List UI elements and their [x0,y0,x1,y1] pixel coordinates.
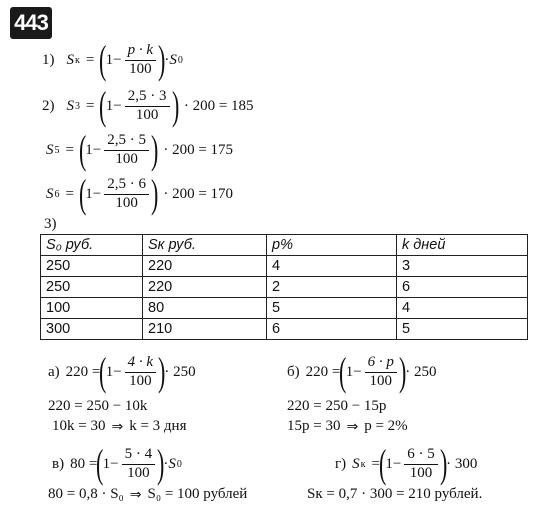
part2-eq-1: 2) S 3 = ( 1 − $\frac{2,5 \cdot 3}{100}$ ) · 200 = 185 [42,83,254,128]
eq-numerator: 2,5 · 5 [104,133,149,151]
solution-a-step2-left: 10k = 30 [52,418,106,434]
table-cell: 300 [41,319,143,340]
table-cell: 4 [267,256,397,277]
solution-a-tail: · 250 [164,363,196,380]
solution-v-denominator: 100 [127,464,150,481]
table-header-cell: k дней [397,235,528,256]
rparen: ) [158,37,166,82]
minus: − [113,97,122,114]
table-row [41,298,528,319]
lparen: ( [78,171,87,216]
eq-fraction [104,177,149,212]
part2-eq-2: S 5 = ( 1 − $\frac{2,5 \cdot 5}{100}$ ) · 200 = 175 [46,127,234,172]
lparen: ( [378,441,387,486]
solution-g-lhs-sub: к [360,458,366,470]
solution-v-tail-sub: 0 [176,458,182,470]
part1-fraction [125,43,156,78]
solution-a-step2-right: k = 3 дня [129,418,187,434]
eq-var: S [66,97,74,114]
part2-label: 2) [42,97,55,114]
eq-numerator: 2,5 · 3 [125,89,170,107]
solution-v-step1 [48,486,247,503]
table-cell: 5 [267,298,397,319]
solution-g-tail: · 300 [446,455,478,472]
solution-v-lhs: 80 = [70,455,98,472]
eq-sub: 5 [54,144,60,156]
eq-fraction [104,133,149,168]
lparen: ( [99,349,107,394]
minus: − [113,51,122,68]
solution-v-step1-right: S₀ = 100 рублей [147,486,248,502]
part1-lhs-var: S [66,51,74,68]
eq-var: S [46,185,54,202]
solution-a-eq [48,349,196,394]
problem-number-badge [10,7,52,39]
table-header-cell: Sк руб. [143,235,267,256]
rparen: ) [398,349,407,394]
part1-lhs-sub: к [75,54,80,66]
eq-sub: 6 [54,188,60,200]
table-cell: 4 [397,298,528,319]
part2-eq-3: S 6 = ( 1 − $\frac{2,5 \cdot 6}{100}$ ) · 200 = 170 [46,171,234,216]
rparen: ) [439,441,448,486]
part1-numerator: p · k [125,43,156,61]
solution-b-step1: 220 = 250 − 15p [287,398,387,414]
solution-b-label: б) [287,363,300,380]
one: 1 [105,363,114,380]
implies-arrow-icon: ⇒ [129,486,142,503]
eq-denominator: 100 [115,194,138,211]
eq-denominator: 100 [115,150,138,167]
part1-denominator: 100 [129,60,152,77]
table-header-cell: S₀ руб. [41,235,143,256]
solution-b-step2 [287,418,408,435]
rparen: ) [171,83,179,128]
solution-g-step1: Sк = 0,7 · 300 = 210 рублей. [307,486,483,502]
eq-result: · 200 = 170 [163,185,234,202]
one: 1 [385,455,393,472]
one: 1 [85,141,93,158]
eq-fraction [125,89,170,124]
solution-v-label: в) [52,455,65,472]
rparen: ) [151,171,159,216]
part1-tail-sub: 0 [177,54,183,66]
solution-v-step1-left: 80 = 0,8 · S₀ [48,486,124,502]
table-row [41,256,528,277]
equals: = [371,455,380,472]
table-cell: 2 [267,277,397,298]
rparen: ) [157,441,165,486]
table-header-row [41,235,528,256]
table-cell: 210 [143,319,267,340]
part1-label: 1) [42,51,55,68]
solution-a-denominator: 100 [129,372,152,389]
solution-a-fraction [125,355,156,390]
minus: − [110,455,119,472]
eq-numerator: 2,5 · 6 [104,177,149,195]
lparen: ( [96,441,104,486]
minus: − [92,141,102,158]
table-cell: 250 [41,277,143,298]
solution-b-tail: · 250 [405,363,437,380]
minus: − [113,363,122,380]
table-cell: 6 [267,319,397,340]
solution-b-step2-left: 15p = 30 [287,418,341,434]
solution-a-step2 [52,418,186,435]
solution-g-eq [335,441,478,486]
lparen: ( [339,349,347,394]
solution-g-label: г) [335,455,347,472]
table-cell: 5 [397,319,528,340]
rparen: ) [158,349,166,394]
one: 1 [345,363,354,380]
solution-b-fraction [365,355,397,390]
solution-g-denominator: 100 [409,464,433,481]
table-cell: 6 [397,277,528,298]
table-cell: 100 [41,298,143,319]
minus: − [392,455,402,472]
problem-number: 443 [14,10,48,35]
one: 1 [105,97,114,114]
part3-label: 3) [44,216,57,232]
table-cell: 250 [41,256,143,277]
table-cell: 220 [143,277,267,298]
part1-times: · [164,51,170,68]
part1-formula: 1) S к = ( 1 − $\frac{p \cdot k}{100}$ ) · S 0 [42,37,183,82]
minus: − [92,185,102,202]
one: 1 [105,51,114,68]
solution-a-step1: 220 = 250 − 10k [48,398,148,414]
solution-b-lhs: 220 = [305,363,341,380]
eq-denominator: 100 [135,106,159,123]
solution-a-label: а) [48,363,60,380]
implies-arrow-icon: ⇒ [346,418,359,435]
solution-b-denominator: 100 [369,372,393,389]
lparen: ( [99,83,107,128]
lparen: ( [78,127,87,172]
solution-g-lhs-var: S [352,455,360,472]
implies-arrow-icon: ⇒ [111,418,124,435]
eq-sub: 3 [75,100,80,112]
solution-v-eq: в) 80 = ( 1 − $\frac{5 \cdot 4}{100}$ ) · S 0 [52,441,182,486]
solution-b-eq [287,349,437,394]
rparen: ) [151,127,159,172]
solution-g-numerator: 6 · 5 [404,447,438,465]
eq-var: S [46,141,54,158]
table-cell: 80 [143,298,267,319]
part1-tail-var: S [169,51,177,68]
table-row [41,319,528,340]
eq-result: · 200 = 175 [163,141,234,158]
solution-g-fraction [404,447,438,482]
solution-b-step2-right: p = 2% [364,418,408,434]
solution-v-tail-var: S [168,455,176,472]
table-row [41,277,528,298]
solution-v-numerator: 5 · 4 [122,447,156,465]
table-header-cell: p% [267,235,397,256]
one: 1 [102,455,111,472]
minus: − [353,363,362,380]
solution-a-lhs: 220 = [65,363,101,380]
table-cell: 220 [143,256,267,277]
table-cell: 3 [397,256,528,277]
solution-b-numerator: 6 · p [365,355,397,373]
data-table [40,234,528,340]
solution-a-numerator: 4 · k [125,355,156,373]
one: 1 [85,185,93,202]
eq-result: · 200 = 185 [183,97,254,114]
lparen: ( [99,37,107,82]
solution-v-fraction [122,447,156,482]
